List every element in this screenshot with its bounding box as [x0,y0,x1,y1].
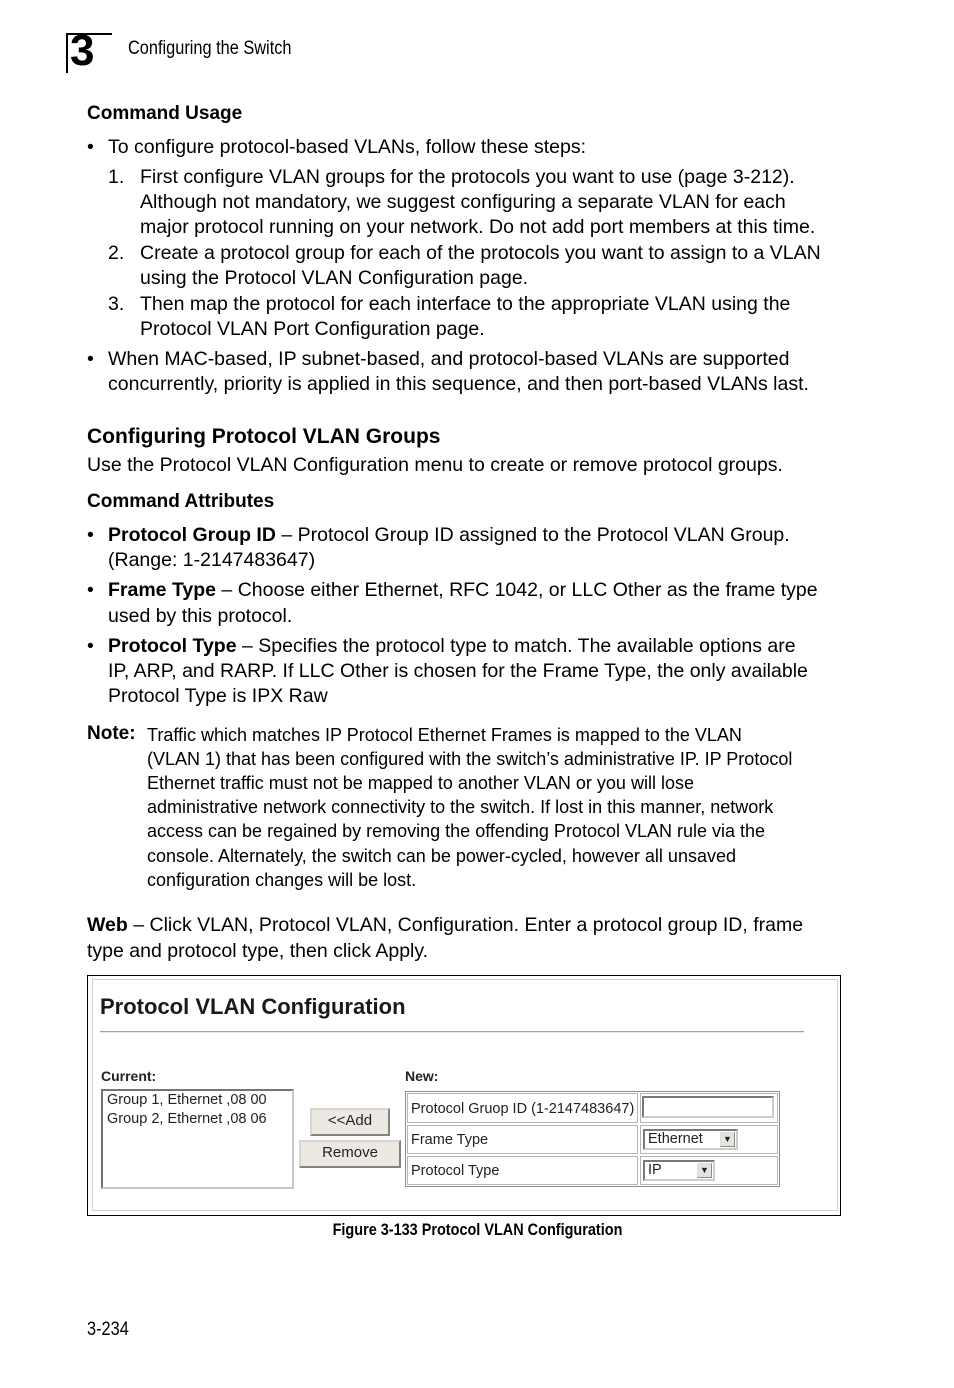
dropdown-arrow-icon[interactable]: ▼ [697,1163,712,1178]
note-line: Traffic which matches IP Protocol Ethernet Frames is mapped to the VLAN [147,725,742,745]
step-3-line-2: Protocol VLAN Port Configuration page. [140,318,485,340]
web-instructions-line-2: type and protocol type, then click Apply. [87,940,429,962]
list-item[interactable]: Group 2, Ethernet ,08 06 [107,1111,267,1127]
protocol-type-value: IP [648,1162,662,1178]
current-groups-listbox[interactable] [101,1089,294,1189]
attr-frame-type [108,578,818,603]
step-number: 3. [108,293,125,315]
web-desc: – Click VLAN, Protocol VLAN, Configuration. Enter a protocol group ID, frame [127,914,804,936]
protocol-type-label: Protocol Type [407,1156,638,1185]
web-instructions [87,913,803,938]
note-line: configuration changes will be lost. [147,870,417,890]
attr-protocol-group-id [108,523,790,548]
usage-bullet-2-line-2: concurrently, priority is applied in this sequence, and then port-based VLANs last. [108,373,809,395]
note-line: administrative network connectivity to the switch. If lost in this manner, network [147,797,774,817]
frame-type-label: Frame Type [407,1125,638,1154]
page-number: 3-234 [87,1319,129,1340]
attr-desc: – Protocol Group ID assigned to the Protocol VLAN Group. [275,524,790,546]
usage-bullet-2-line-1: When MAC-based, IP subnet-based, and protocol-based VLANs are supported [108,348,790,370]
panel-title: Protocol VLAN Configuration [100,994,406,1019]
bullet-marker: • [87,348,94,370]
attr-protocol-type [108,634,796,659]
step-number: 2. [108,242,125,264]
add-button[interactable]: <<Add [310,1108,390,1136]
bullet-marker: • [87,136,94,158]
bullet-marker: • [87,524,94,546]
frame-type-select[interactable] [643,1129,738,1150]
running-header: Configuring the Switch [128,38,292,59]
step-2-line-1: Create a protocol group for each of the protocols you want to assign to a VLAN [140,242,821,264]
web-term: Web [87,914,128,936]
note-line: access can be regained by removing the offending Protocol VLAN rule via the [147,821,766,841]
group-id-label: Protocol Gruop ID (1-2147483647) [407,1093,638,1123]
attr-protocol-type-line-3: Protocol Type is IPX Raw [108,685,328,707]
new-label: New: [405,1068,439,1084]
title-divider [100,1031,804,1033]
current-label: Current: [101,1068,157,1084]
figure-caption [0,1220,954,1240]
bullet-marker: • [87,579,94,601]
attr-term: Protocol Group ID [108,524,276,546]
attr-term: Protocol Type [108,635,237,657]
step-3-line-1: Then map the protocol for each interface to the appropriate VLAN using the [140,293,791,315]
attr-term: Frame Type [108,579,217,601]
usage-bullet-1: To configure protocol-based VLANs, follow these steps: [108,136,587,158]
attr-desc: – Specifies the protocol type to match. The available options are [236,635,796,657]
dropdown-arrow-icon[interactable]: ▼ [720,1132,735,1147]
section-heading: Configuring Protocol VLAN Groups [87,425,441,448]
group-id-input[interactable] [642,1096,774,1118]
remove-button[interactable]: Remove [299,1140,401,1168]
frame-type-value: Ethernet [648,1131,703,1147]
step-1-line-2: Although not mandatory, we suggest configuring a separate VLAN for each [140,191,786,213]
step-1-line-3: major protocol running on your network. Do not add port members at this time. [140,216,816,238]
command-usage-heading: Command Usage [87,103,243,124]
attr-desc: – Choose either Ethernet, RFC 1042, or LLC Other as the frame type [216,579,818,601]
attr-protocol-type-line-2: IP, ARP, and RARP. If LLC Other is chosen for the Frame Type, the only available [108,660,808,682]
figure-caption-text: Figure 3-133 Protocol VLAN Configuration [332,1220,622,1239]
step-2-line-2: using the Protocol VLAN Configuration page. [140,267,529,289]
note-line: (VLAN 1) that has been configured with the switch’s administrative IP. IP Protocol [147,749,793,769]
step-number: 1. [108,166,125,188]
protocol-type-select[interactable] [643,1160,715,1181]
attr-protocol-group-id-line-2: (Range: 1-2147483647) [108,549,316,571]
section-intro: Use the Protocol VLAN Configuration menu to create or remove protocol groups. [87,454,783,476]
note-label: Note: [87,723,136,744]
list-item[interactable]: Group 1, Ethernet ,08 00 [107,1092,267,1108]
bullet-marker: • [87,635,94,657]
note-line: Ethernet traffic must not be mapped to another VLAN or you will lose [147,773,694,793]
note-line: console. Alternately, the switch can be power-cycled, however all unsaved [147,846,736,866]
command-attributes-heading: Command Attributes [87,491,275,512]
chapter-number: 3 [70,26,94,75]
attr-frame-type-line-2: used by this protocol. [108,605,293,627]
step-1-line-1: First configure VLAN groups for the protocols you want to use (page 3-212). [140,166,795,188]
